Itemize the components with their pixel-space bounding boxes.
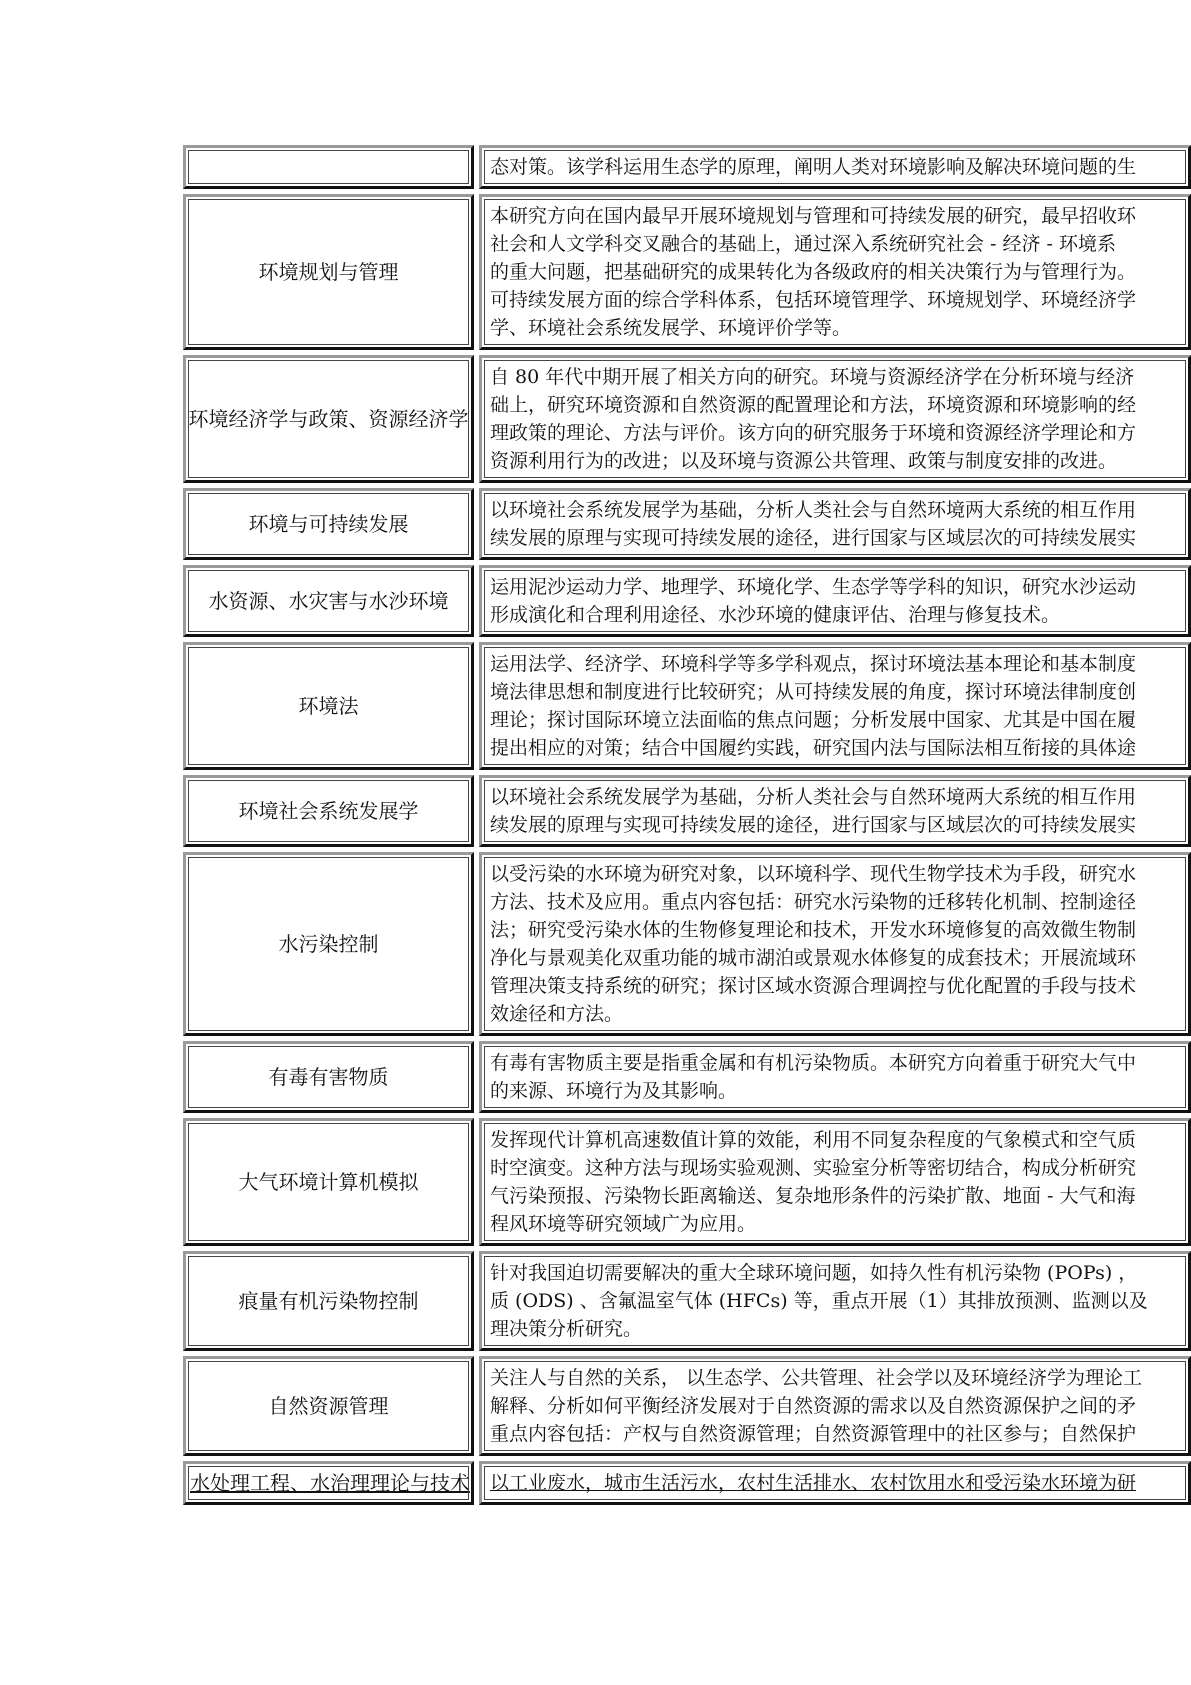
description-line: 有毒有害物质主要是指重金属和有机污染物质。本研究方向着重于研究大气中	[490, 1052, 1137, 1074]
table-row	[183, 1461, 1191, 1505]
table-row	[183, 775, 1191, 847]
research-direction-description	[479, 1118, 1191, 1246]
table-row	[183, 1356, 1191, 1456]
research-direction-name: 水资源、水灾害与水沙环境	[183, 565, 474, 637]
research-direction-name: 水污染控制	[183, 852, 474, 1036]
research-direction-name: 环境规划与管理	[183, 194, 474, 350]
description-line: 以环境社会系统发展学为基础，分析人类社会与自然环境两大系统的相互作用	[490, 499, 1137, 521]
description-line: 重点内容包括：产权与自然资源管理；自然资源管理中的社区参与；自然保护	[490, 1423, 1137, 1445]
description-line: 解释、分析如何平衡经济发展对于自然资源的需求以及自然资源保护之间的矛	[490, 1395, 1137, 1417]
research-direction-description	[479, 145, 1191, 189]
description-line: 提出相应的对策；结合中国履约实践，研究国内法与国际法相互衔接的具体途	[490, 737, 1137, 759]
research-direction-name: 水处理工程、水治理理论与技术	[183, 1461, 474, 1505]
table-row	[183, 1251, 1191, 1351]
description-line: 关注人与自然的关系， 以生态学、公共管理、社会学以及环境经济学为理论工	[490, 1367, 1143, 1389]
description-line: 发挥现代计算机高速数值计算的效能，利用不同复杂程度的气象模式和空气质	[490, 1129, 1137, 1151]
research-direction-description	[479, 852, 1191, 1036]
description-line: 理政策的理论、方法与评价。该方向的研究服务于环境和资源经济学理论和方	[490, 422, 1137, 444]
research-direction-description	[479, 1041, 1191, 1113]
research-direction-name: 大气环境计算机模拟	[183, 1118, 474, 1246]
description-line: 理论；探讨国际环境立法面临的焦点问题；分析发展中国家、尤其是中国在履	[490, 709, 1137, 731]
description-line: 续发展的原理与实现可持续发展的途径，进行国家与区域层次的可持续发展实	[490, 527, 1137, 549]
research-direction-description	[479, 642, 1191, 770]
description-line: 资源利用行为的改进；以及环境与资源公共管理、政策与制度安排的改进。	[490, 450, 1118, 472]
research-direction-name: 有毒有害物质	[183, 1041, 474, 1113]
table-row	[183, 565, 1191, 637]
description-line: 方法、技术及应用。重点内容包括：研究水污染物的迁移转化机制、控制途径	[490, 891, 1137, 913]
description-line: 针对我国迫切需要解决的重大全球环境问题，如持久性有机污染物 (POPs) ，	[490, 1262, 1138, 1284]
research-direction-name: 痕量有机污染物控制	[183, 1251, 474, 1351]
description-line: 以环境社会系统发展学为基础，分析人类社会与自然环境两大系统的相互作用	[490, 786, 1137, 808]
table-row	[183, 488, 1191, 560]
description-line: 础上，研究环境资源和自然资源的配置理论和方法，环境资源和环境影响的经	[490, 394, 1137, 416]
description-line: 法；研究受污染水体的生物修复理论和技术，开发水环境修复的高效微生物制	[490, 919, 1137, 941]
research-direction-name: 自然资源管理	[183, 1356, 474, 1456]
research-direction-name: 环境社会系统发展学	[183, 775, 474, 847]
research-direction-description	[479, 1461, 1191, 1505]
description-line: 净化与景观美化双重功能的城市湖泊或景观水体修复的成套技术；开展流域环	[490, 947, 1137, 969]
table-row	[183, 1041, 1191, 1113]
description-line: 学、环境社会系统发展学、环境评价学等。	[490, 317, 852, 339]
table-row	[183, 1118, 1191, 1246]
description-line: 以工业废水，城市生活污水，农村生活排水、农村饮用水和受污染水环境为研	[490, 1472, 1137, 1494]
description-line: 自 80 年代中期开展了相关方向的研究。环境与资源经济学在分析环境与经济	[490, 366, 1135, 388]
description-line: 形成演化和合理利用途径、水沙环境的健康评估、治理与修复技术。	[490, 604, 1061, 626]
description-line: 的来源、环境行为及其影响。	[490, 1080, 738, 1102]
table-row	[183, 642, 1191, 770]
description-line: 态对策。该学科运用生态学的原理，阐明人类对环境影响及解决环境问题的生	[490, 156, 1137, 178]
research-direction-name	[183, 145, 474, 189]
description-line: 程风环境等研究领域广为应用。	[490, 1213, 757, 1235]
research-direction-description	[479, 1251, 1191, 1351]
description-line: 时空演变。这种方法与现场实验观测、实验室分析等密切结合，构成分析研究	[490, 1157, 1137, 1179]
description-line: 效途径和方法。	[490, 1003, 624, 1025]
description-line: 社会和人文学科交叉融合的基础上，通过深入系统研究社会 - 经济 - 环境系	[490, 233, 1116, 255]
research-direction-description	[479, 1356, 1191, 1456]
description-line: 运用泥沙运动力学、地理学、环境化学、生态学等学科的知识，研究水沙运动	[490, 576, 1137, 598]
table-row	[183, 145, 1191, 189]
research-direction-description	[479, 565, 1191, 637]
description-line: 以受污染的水环境为研究对象，以环境科学、现代生物学技术为手段，研究水	[490, 863, 1137, 885]
description-line: 质 (ODS) 、含氟温室气体 (HFCs) 等，重点开展（1）其排放预测、监测以及	[490, 1290, 1148, 1312]
description-line: 管理决策支持系统的研究；探讨区域水资源合理调控与优化配置的手段与技术	[490, 975, 1137, 997]
description-line: 本研究方向在国内最早开展环境规划与管理和可持续发展的研究，最早招收环	[490, 205, 1137, 227]
description-line: 续发展的原理与实现可持续发展的途径，进行国家与区域层次的可持续发展实	[490, 814, 1137, 836]
research-direction-name: 环境与可持续发展	[183, 488, 474, 560]
research-direction-description	[479, 775, 1191, 847]
research-direction-description	[479, 194, 1191, 350]
research-direction-name: 环境法	[183, 642, 474, 770]
description-line: 理决策分析研究。	[490, 1318, 643, 1340]
description-line: 境法律思想和制度进行比较研究；从可持续发展的角度，探讨环境法律制度创	[490, 681, 1137, 703]
description-line: 气污染预报、污染物长距离输送、复杂地形条件的污染扩散、地面 - 大气和海	[490, 1185, 1136, 1207]
research-direction-description	[479, 488, 1191, 560]
table-row	[183, 852, 1191, 1036]
research-direction-name: 环境经济学与政策、资源经济学	[183, 355, 474, 483]
table-row	[183, 355, 1191, 483]
research-directions-table	[183, 145, 1191, 1510]
table-row	[183, 194, 1191, 350]
research-direction-description	[479, 355, 1191, 483]
description-line: 可持续发展方面的综合学科体系，包括环境管理学、环境规划学、环境经济学	[490, 289, 1137, 311]
description-line: 运用法学、经济学、环境科学等多学科观点，探讨环境法基本理论和基本制度	[490, 653, 1137, 675]
description-line: 的重大问题，把基础研究的成果转化为各级政府的相关决策行为与管理行为。	[490, 261, 1137, 283]
